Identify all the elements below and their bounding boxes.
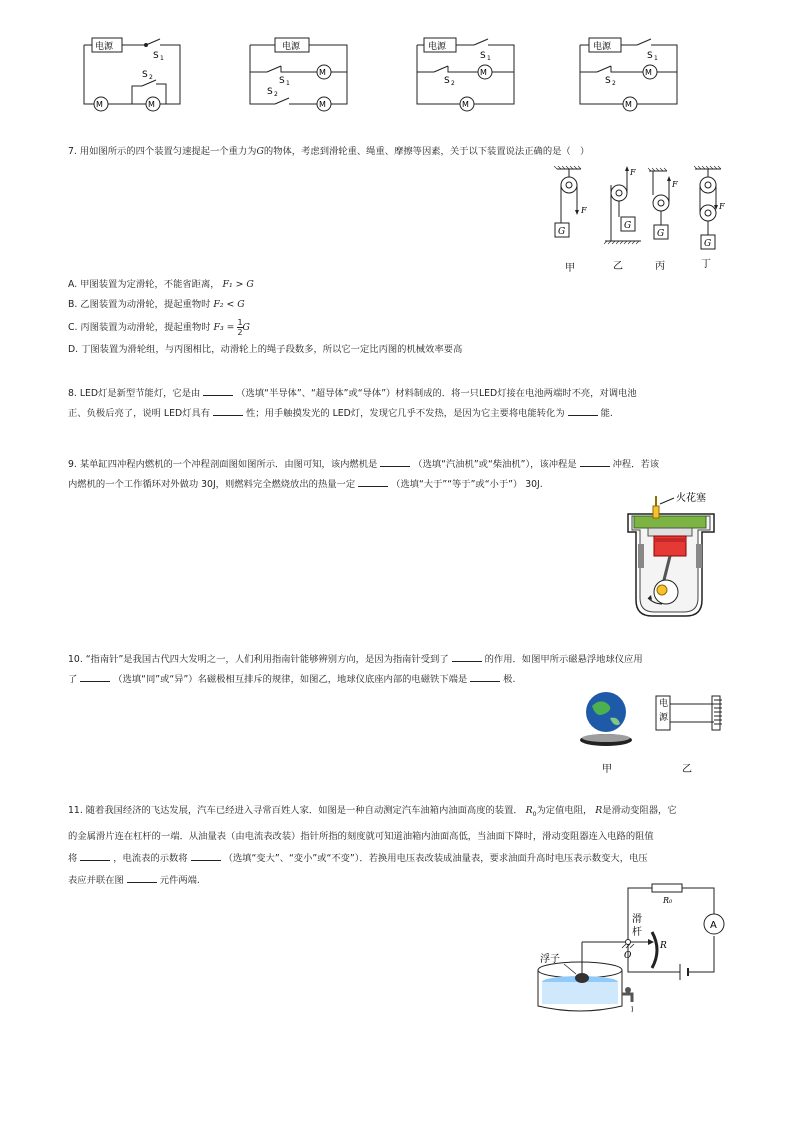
question-7-stem <box>68 142 728 162</box>
q11-text: 为定值电阻， <box>536 805 593 816</box>
fuel-gauge-figure <box>530 878 730 1018</box>
rheostat-label: R <box>660 941 667 951</box>
stem-text: 的物体，考虑到滑轮重、绳重、摩擦等因素，关于以下装置说法正确的是（ ） <box>263 146 590 157</box>
q8-text: 正、负极后亮了，说明 LED灯具有 <box>68 408 211 419</box>
q10-text: 了 <box>68 674 78 685</box>
slide-rod-char-2: 杆 <box>632 927 642 938</box>
fig-label-ding: 丁 <box>701 259 711 270</box>
switch-label: S <box>142 70 148 80</box>
weight-label: G <box>657 229 665 239</box>
option-b[interactable] <box>68 298 245 312</box>
answer-blank[interactable] <box>127 873 157 883</box>
q9-text: （选填“汽油机”或“柴油机”），该冲程是 <box>413 459 577 470</box>
option-math: G <box>242 322 250 333</box>
q10-text: （选填“同”或“异”）名磁极相互排斥的规律，如图乙，地球仪底座内部的电磁铁下端是 <box>113 674 468 685</box>
q9-text: 内燃机的一个工作循环对外做功 30J，则燃料完全燃烧放出的热量一定 <box>68 479 356 490</box>
question-8 <box>68 384 728 424</box>
answer-blank[interactable] <box>568 406 598 416</box>
motor-label: M <box>625 100 632 109</box>
motor-label: M <box>480 68 487 77</box>
sub-label: 1 <box>286 80 290 87</box>
circuit-diagram-c <box>412 34 522 114</box>
q8-text: 能. <box>600 408 613 419</box>
switch-label: S <box>153 51 159 61</box>
q9-text: 冲程．若该 <box>612 459 660 470</box>
switch-label: S <box>480 51 486 61</box>
switch-label: S <box>647 51 653 61</box>
answer-blank[interactable] <box>191 851 221 861</box>
motor-label: M <box>148 100 155 109</box>
sub-label: 1 <box>160 55 164 62</box>
circuit-diagram-a <box>80 34 190 114</box>
globe-figure <box>574 688 734 780</box>
force-label: F <box>630 168 636 177</box>
motor-label: M <box>645 68 652 77</box>
option-text: C. 丙图装置为动滑轮，提起重物时 <box>68 322 211 333</box>
answer-blank[interactable] <box>580 457 610 467</box>
answer-blank[interactable] <box>80 851 110 861</box>
q11-text: ，电流表的示数将 <box>113 852 188 864</box>
slide-rod-char-1: 滑 <box>632 914 642 925</box>
q11-text: 11. 随着我国经济的飞达发展，汽车已经进入寻常百姓人家．如图是一种自动测定汽车油箱内油面高度的装置． <box>68 805 523 816</box>
circuit-diagram-d <box>575 34 685 114</box>
force-label: F <box>672 180 678 189</box>
power-label: 电源 <box>282 42 301 52</box>
answer-blank[interactable] <box>470 672 500 682</box>
circuit-diagram-b <box>245 34 355 114</box>
answer-blank[interactable] <box>80 672 110 682</box>
option-math: F₃ = <box>213 322 235 333</box>
power-char-2: 源 <box>659 713 669 723</box>
power-label: 电源 <box>593 42 612 52</box>
motor-label: M <box>96 100 103 109</box>
weight-label: G <box>704 239 712 249</box>
pivot-label: O <box>624 951 632 961</box>
switch-label: S <box>267 87 273 97</box>
power-label: 电源 <box>428 42 447 52</box>
sub-label: 2 <box>451 80 455 87</box>
spark-plug-label: 火花塞 <box>676 493 706 504</box>
question-9 <box>68 455 728 495</box>
fig-label-jia: 甲 <box>602 764 612 775</box>
engine-figure <box>610 492 730 622</box>
fraction-num: 1 <box>237 318 243 327</box>
motor-label: M <box>319 100 326 109</box>
q11-text: 的金属滑片连在杠杆的一端．从油量表（由电流表改装）指针所指的刻度就可知道油箱内油面高低，当油面下降时，滑动变阻器连入电路的阻值 <box>68 830 654 842</box>
resistor-label: R₀ <box>663 896 673 905</box>
q10-text: 的作用．如图甲所示磁悬浮地球仪应用 <box>484 654 643 665</box>
weight-label: G <box>624 221 632 231</box>
answer-blank[interactable] <box>213 406 243 416</box>
answer-blank[interactable] <box>380 457 410 467</box>
motor-label: M <box>462 100 469 109</box>
option-text: A. 甲图装置为定滑轮，不能省距离， <box>68 279 220 290</box>
force-label: F <box>719 202 725 211</box>
question-10 <box>68 650 728 690</box>
q10-text: 极. <box>503 674 516 685</box>
float-label: 浮子 <box>540 954 560 965</box>
sub-label: 1 <box>487 55 491 62</box>
var-r0-sub: 0 <box>532 810 537 818</box>
switch-label: S <box>605 76 611 86</box>
q11-text: （选填“变大”、“变小”或“不变”）．若换用电压表改装成油量表，要求油面升高时电压表示数变大，电压 <box>223 852 648 864</box>
var-r0: R <box>525 805 533 816</box>
q8-text: 8. LED灯是新型节能灯，它是由 <box>68 388 201 399</box>
var-g: G <box>256 146 264 157</box>
force-label: F <box>581 206 587 215</box>
pulley-figure <box>545 165 730 280</box>
sub-label: 1 <box>654 55 658 62</box>
power-label: 电源 <box>95 42 114 52</box>
motor-label: M <box>319 68 326 77</box>
q11-text: 是滑动变阻器，它 <box>602 805 677 816</box>
sub-label: 2 <box>149 74 153 81</box>
option-a[interactable] <box>68 278 254 292</box>
q9-text: （选填“大于”“等于”或“小于”） 30J. <box>391 479 543 490</box>
switch-label: S <box>444 76 450 86</box>
fig-label-bing: 丙 <box>655 261 665 272</box>
q11-text: 元件两端. <box>159 874 200 886</box>
option-c[interactable] <box>68 318 250 337</box>
option-text: B. 乙图装置为动滑轮，提起重物时 <box>68 299 211 310</box>
q11-text: 表应并联在图 <box>68 874 124 886</box>
fig-label-jia: 甲 <box>565 263 575 274</box>
fig-label-yi: 乙 <box>613 261 623 272</box>
var-r: R <box>595 805 603 816</box>
q8-text: （选填“半导体”、“超导体”或“导体”）材料制成的．将一只LED灯接在电池两端时不亮，对调电池 <box>236 388 637 399</box>
q11-text: 将 <box>68 852 78 864</box>
weight-label: G <box>558 227 566 237</box>
ammeter-label: A <box>710 920 717 931</box>
option-math: F₁ > G <box>222 279 254 290</box>
power-char-1: 电 <box>659 699 669 709</box>
q10-text: 10. “指南针”是我国古代四大发明之一，人们利用指南针能够辨别方向，是因为指南针受到了 <box>68 654 449 665</box>
q8-text: 性；用手触摸发光的 LED灯，发现它几乎不发热，是因为它主要将电能转化为 <box>245 408 565 419</box>
slide-rod-label <box>632 913 642 938</box>
fraction-den: 2 <box>237 328 243 337</box>
option-text: D. 丁图装置为滑轮组，与丙图相比，动滑轮上的绳子段数多，所以它一定比丙图的机械效率要高 <box>68 344 463 355</box>
answer-blank[interactable] <box>358 477 388 487</box>
sub-label: 2 <box>612 80 616 87</box>
fig-label-yi: 乙 <box>682 764 692 775</box>
stem-text: 7. 用如图所示的四个装置匀速提起一个重力为 <box>68 146 257 157</box>
answer-blank[interactable] <box>452 652 482 662</box>
answer-blank[interactable] <box>203 386 233 396</box>
sub-label: 2 <box>274 91 278 98</box>
option-math: F₂ < G <box>213 299 245 310</box>
switch-label: S <box>279 76 285 86</box>
option-d[interactable] <box>68 343 462 357</box>
q9-text: 9. 某单缸四冲程内燃机的一个冲程剖面图如图所示．由图可知，该内燃机是 <box>68 459 378 470</box>
